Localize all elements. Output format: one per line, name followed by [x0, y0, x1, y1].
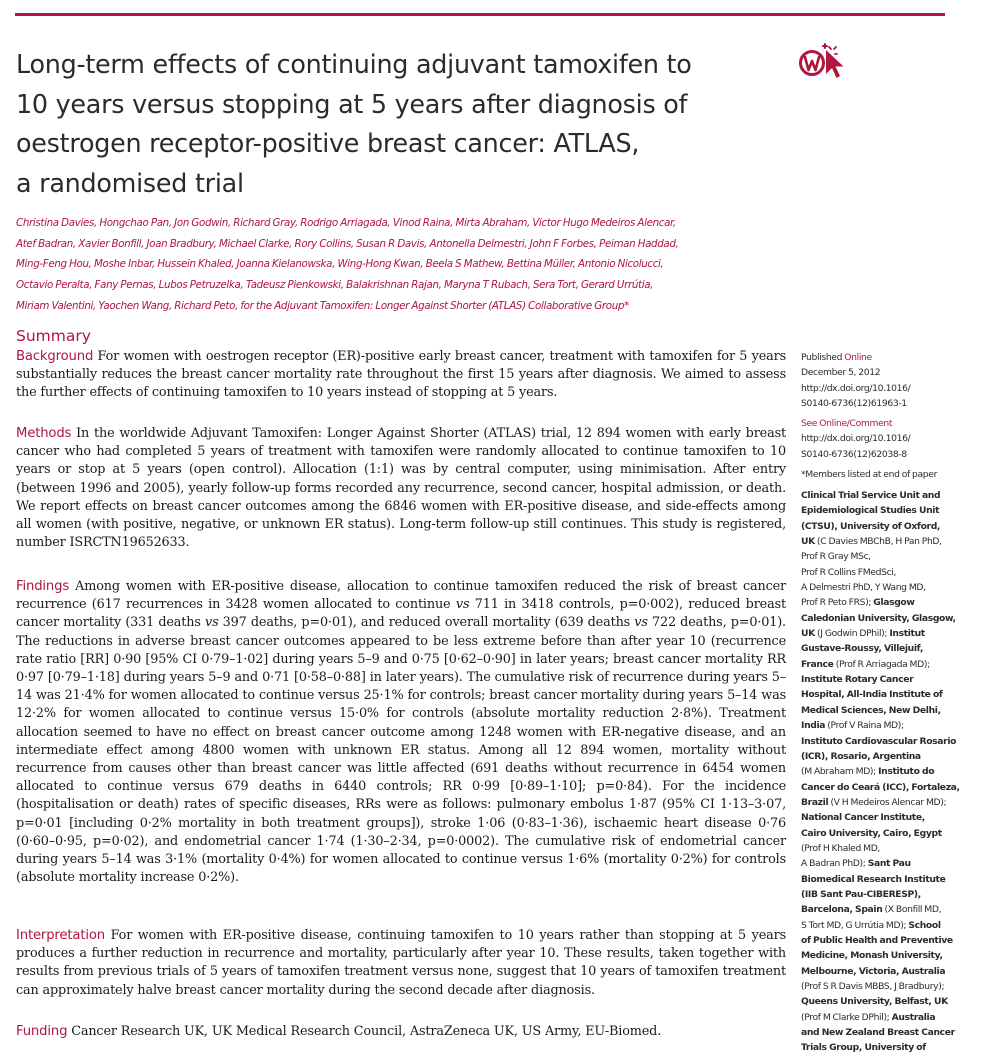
- findings-heading: Findings: [16, 579, 70, 594]
- findings-section: [16, 578, 786, 887]
- affiliation-institution: Clinical Trial Service Unit and: [801, 490, 941, 501]
- affiliation-line: [801, 549, 971, 564]
- affiliation-line: [801, 964, 971, 979]
- affiliation-line: [801, 810, 971, 825]
- affiliation-names: (X Bonfill MD,: [882, 904, 942, 916]
- members-note: *Members listed at end of paper: [801, 469, 938, 480]
- article-title: [16, 45, 776, 203]
- comment-doi-line[interactable]: S0140-6736(12)62038-8: [801, 448, 907, 460]
- affiliation-line: [801, 872, 971, 887]
- affiliation-line: [801, 826, 971, 841]
- title-line: Long-term effects of continuing adjuvant tamoxifen to: [16, 49, 692, 79]
- funding-heading: Funding: [16, 1024, 68, 1039]
- affiliation-institution: France: [801, 658, 834, 670]
- affiliation-institution: and New Zealand Breast Cancer: [801, 1027, 955, 1039]
- affiliation-institution: Queens University, Belfast, UK: [801, 996, 948, 1008]
- affiliation-line: [801, 718, 971, 733]
- affiliation-institution: Medical Sciences, New Delhi,: [801, 704, 941, 716]
- affiliation-names: Prof R Gray MSc,: [801, 551, 871, 563]
- affiliation-institution: Glasgow: [873, 597, 915, 609]
- methods-text: In the worldwide Adjuvant Tamoxifen: Longer Against Shorter (ATLAS) trial, 12 894 women with early breast cancer who had completed 5 years of treatment with tamoxifen were randomly allocated to continue tamoxifen to 10 years or stop at 5 years (open control). Allocation (1:1) was by central computer, using minimisation. After entry (between 1996 and 2005), yearly follow-up forms recorded any recurrence, second cancer, hospital admission, or death. We report effects on breast cancer outcomes among the 6846 women with ER-positive disease, and side-effects among all women (with positive, negative, or unknown ER status). Long-term follow-up still continues. This study is registered, number ISRCTN19652633.: [16, 426, 786, 551]
- author-line: Octavio Peralta, Fany Pernas, Lubos Petruzelka, Tadeusz Pienkowski, Balakrishnan Rajan, Maryna T Rubach, Sera Tort, Gerard Urrútia,: [16, 279, 654, 292]
- affiliation-institution: Instituto Cardiovascular Rosario: [801, 735, 957, 747]
- methods-section: [16, 425, 786, 552]
- doi-line[interactable]: http://dx.doi.org/10.1016/: [801, 382, 911, 394]
- affiliation-line: [801, 933, 971, 948]
- affiliation-institution: Cairo University, Cairo, Egypt: [801, 827, 942, 839]
- affiliation-names: (Prof H Khaled MD,: [801, 842, 881, 854]
- affiliation-line: [801, 764, 971, 779]
- vs-abbrev: vs: [634, 615, 648, 631]
- affiliation-names: (M Abraham MD);: [801, 766, 879, 778]
- affiliation-line: [801, 641, 971, 656]
- affiliation-institution: (ICR), Rosario, Argentina: [801, 750, 921, 762]
- affiliation-institution: of Public Health and Preventive: [801, 934, 953, 946]
- vs-abbrev: vs: [204, 615, 219, 631]
- see-comment-link[interactable]: See Online/Comment: [801, 418, 893, 429]
- doi-line[interactable]: S0140-6736(12)61963-1: [801, 398, 907, 410]
- affiliation-line: [801, 611, 971, 626]
- affiliation-names: (Prof V Raina MD);: [825, 720, 904, 732]
- affiliation-names: Prof R Peto FRS);: [801, 597, 874, 609]
- interpretation-section: [16, 927, 786, 1000]
- affiliation-line: [801, 994, 971, 1009]
- interpretation-text: For women with ER-positive disease, continuing tamoxifen to 10 years rather than stopping at 5 years produces a further reduction in recurrence and mortality, particularly after year 10. These results, taken together with results from previous trials of 5 years of tamoxifen treatment versus none, suggest that 10 years of tamoxifen treatment can approximately halve breast cancer mortality during the second decade after diagnosis.: [16, 928, 786, 998]
- title-line: a randomised trial: [16, 167, 244, 198]
- published-online-link[interactable]: Online: [844, 352, 872, 363]
- cursor-w-logo-icon[interactable]: [798, 40, 860, 80]
- published-line: [801, 350, 971, 365]
- methods-heading: Methods: [16, 426, 72, 441]
- affiliation-line: [801, 841, 971, 856]
- vs-abbrev: vs: [455, 597, 470, 613]
- title-line: 10 years versus stopping at 5 years after diagnosis of: [16, 88, 688, 119]
- affiliation-institution: Brazil: [801, 796, 829, 808]
- affiliation-line: [801, 1010, 971, 1025]
- affiliation-institution: National Cancer Institute,: [801, 812, 925, 824]
- affiliation-line: [801, 734, 971, 749]
- affiliation-line: [801, 672, 971, 687]
- affiliation-line: [801, 948, 971, 963]
- affiliation-institution: Institute Rotary Cancer: [801, 674, 914, 686]
- affiliation-institution: School: [908, 919, 941, 931]
- affiliations-list: [801, 488, 971, 1056]
- affiliation-line: [801, 795, 971, 810]
- affiliation-line: [801, 687, 971, 702]
- members-note-block: [801, 467, 971, 482]
- affiliation-institution: Epidemiological Studies Unit: [801, 505, 940, 517]
- affiliation-institution: Melbourne, Victoria, Australia: [801, 965, 946, 977]
- affiliation-line: [801, 780, 971, 795]
- published-label: Published: [801, 352, 843, 363]
- author-line: Ming-Feng Hou, Moshe Inbar, Hussein Khaled, Joanna Kielanowska, Wing-Hong Kwan, Beela S Mathew, Bettina Müller, Antonio Nicolucci,: [16, 258, 664, 271]
- author-list: [16, 213, 786, 317]
- affiliation-names: A Delmestri PhD, Y Wang MD,: [801, 582, 926, 594]
- affiliation-institution: Medicine, Monash University,: [801, 950, 943, 962]
- affiliation-institution: Biomedical Research Institute: [801, 873, 946, 885]
- affiliation-institution: (IIB Sant Pau-CIBERESP),: [801, 888, 921, 900]
- affiliation-line: [801, 534, 971, 549]
- affiliation-line: [801, 749, 971, 764]
- background-text: For women with oestrogen receptor (ER)-positive early breast cancer, treatment with tamoxifen for 5 years substantially reduces the breast cancer mortality rate throughout the first 15 years after diagnosis. We aimed to assess the further effects of continuing tamoxifen to 10 years instead of stopping at 5 years.: [16, 349, 786, 401]
- affiliation-institution: India: [801, 720, 826, 732]
- affiliation-institution: UK: [801, 536, 815, 548]
- affiliation-line: [801, 887, 971, 902]
- comment-doi-line[interactable]: http://dx.doi.org/10.1016/: [801, 433, 911, 445]
- funding-text: Cancer Research UK, UK Medical Research Council, AstraZeneca UK, US Army, EU-Biomed.: [71, 1024, 662, 1039]
- affiliation-line: [801, 488, 971, 503]
- affiliation-institution: (CTSU), University of Oxford,: [801, 520, 941, 532]
- affiliation-institution: Trials Group, University of: [801, 1042, 926, 1054]
- affiliation-line: [801, 519, 971, 534]
- summary-heading: Summary: [16, 327, 91, 345]
- affiliation-line: [801, 979, 971, 994]
- affiliation-line: [801, 580, 971, 595]
- affiliation-institution: Caledonian University, Glasgow,: [801, 612, 956, 624]
- affiliation-names: (Prof M Clarke DPhil);: [801, 1011, 892, 1023]
- affiliation-line: [801, 1025, 971, 1040]
- affiliation-names: (V H Medeiros Alencar MD);: [828, 796, 947, 808]
- affiliation-institution: Institut: [889, 628, 925, 640]
- author-line: Christina Davies, Hongchao Pan, Jon Godwin, Richard Gray, Rodrigo Arriagada, Vinod Raina, Mirta Abraham, Victor Hugo Medeiros Alencar,: [16, 217, 676, 229]
- affiliation-line: [801, 856, 971, 871]
- title-line: oestrogen receptor-positive breast cancer: ATLAS,: [16, 128, 640, 158]
- affiliation-line: [801, 565, 971, 580]
- affiliation-line: [801, 703, 971, 718]
- affiliation-names: S Tort MD, G Urrútia MD);: [801, 919, 909, 931]
- comment-info: [801, 416, 971, 462]
- affiliation-line: [801, 657, 971, 672]
- affiliation-line: [801, 626, 971, 641]
- author-line: Miriam Valentini, Yaochen Wang, Richard Peto, for the Adjuvant Tamoxifen: Longer Against Shorter (ATLAS) Collaborative Group*: [16, 299, 629, 312]
- funding-section: [16, 1023, 786, 1041]
- affiliation-names: (Prof S R Davis MBBS, J Bradbury);: [801, 981, 945, 992]
- affiliation-names: (J Godwin DPhil);: [814, 628, 890, 640]
- background-section: [16, 348, 786, 403]
- top-rule: [15, 13, 945, 16]
- author-line: Atef Badran, Xavier Bonfill, Joan Bradbury, Michael Clarke, Rory Collins, Susan R Davis, Antonella Delmestri, John F Forbes, Peiman Haddad,: [16, 237, 679, 250]
- publication-info: [801, 350, 971, 411]
- affiliation-institution: Barcelona, Spain: [801, 904, 883, 916]
- published-date: December 5, 2012: [801, 367, 881, 379]
- background-heading: Background: [16, 349, 94, 364]
- affiliation-line: [801, 918, 971, 933]
- interpretation-heading: Interpretation: [16, 928, 105, 943]
- affiliation-institution: Gustave-Roussy, Villejuif,: [801, 643, 923, 655]
- affiliation-line: [801, 595, 971, 610]
- affiliation-institution: Cancer do Ceará (ICC), Fortaleza,: [801, 781, 960, 793]
- affiliation-names: (C Davies MBChB, H Pan PhD,: [814, 536, 942, 548]
- affiliation-names: Prof R Collins FMedSci,: [801, 566, 897, 578]
- findings-text: Among women with ER-positive disease, allocation to continue tamoxifen reduced the risk of breast cancer recurrence (617 recurrences in 3428 women allocated to continue vs 711 in 3418 controls, p=0·002), reduced breast cancer mortality (331 deaths vs 397 deaths, p=0·01), and reduced overall mortality (639 deaths vs 722 deaths, p=0·01). The reductions in adverse breast cancer outcomes appeared to be less extreme before than after year 10 (recurrence rate ratio [RR] 0·90 [95% CI 0·79–1·02] during years 5–9 and 0·75 [0·62–0·90] in later years; breast cancer mortality RR 0·97 [0·79–1·18] during years 5–9 and 0·71 [0·58–0·88] in later years). The cumulative risk of recurrence during years 5–14 was 21·4% for women allocated to continue versus 25·1% for controls; breast cancer mortality during years 5–14 was 12·2% for women allocated to continue versus 15·0% for controls (absolute mortality reduction 2·8%). Treatment allocation seemed to have no effect on breast cancer outcome among 1248 women with ER-negative disease, and an intermediate effect among 4800 women with unknown ER status. Among all 12 894 women, mortality without recurrence from causes other than breast cancer was little affected (691 deaths without recurrence in 6454 women allocated to continue versus 679 deaths in 6440 controls; RR 0·99 [0·89–1·10]; p=0·84). For the incidence (hospitalisation or death) rates of specific diseases, RRs were as follows: pulmonary embolus 1·87 (95% CI 1·13–3·07, p=0·01 [including 0·2% mortality in both treatment groups]), stroke 1·06 (0·83–1·36), ischaemic heart disease 0·76 (0·60–0·95, p=0·02), and endometrial cancer 1·74 (1·30–2·34, p=0·0002). The cumulative risk of endometrial cancer during years 5–14 was 3·1% (mortality 0·4%) for women allocated to continue versus 1·6% (mortality 0·2%) for controls (absolute mortality increase 0·2%).: [16, 579, 786, 886]
- affiliation-line: [801, 902, 971, 917]
- affiliation-institution: Instituto do: [878, 766, 935, 778]
- affiliation-names: (Prof R Arriagada MD);: [833, 658, 930, 670]
- affiliation-names: A Badran PhD);: [801, 858, 868, 870]
- affiliation-line: [801, 1040, 971, 1055]
- affiliation-institution: Sant Pau: [867, 858, 911, 870]
- affiliation-institution: Australia: [891, 1011, 936, 1023]
- affiliation-institution: UK: [801, 628, 815, 640]
- affiliation-institution: Hospital, All-India Institute of: [801, 689, 943, 701]
- affiliation-line: [801, 503, 971, 518]
